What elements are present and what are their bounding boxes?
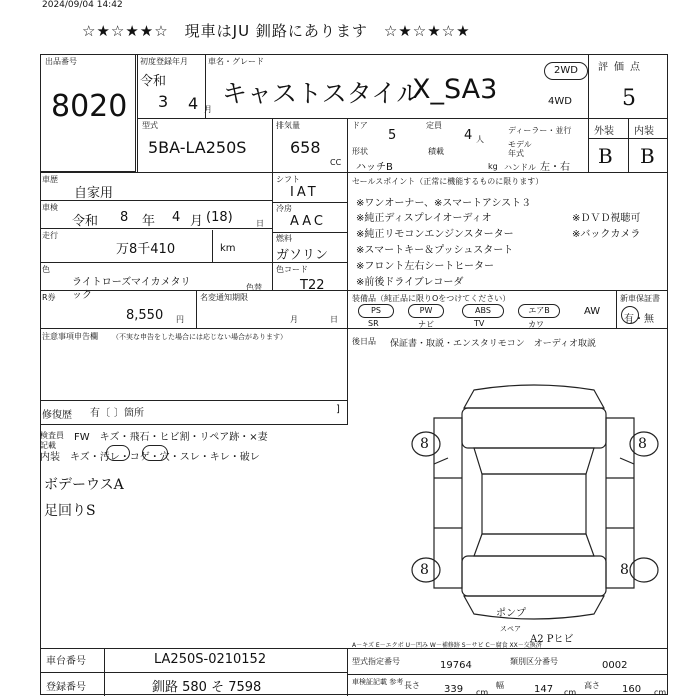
lot-label: 出品番号 xyxy=(45,57,77,66)
drive-2wd[interactable] xyxy=(544,62,588,80)
fuel-value: ガソリン xyxy=(276,248,329,263)
print-timestamp: 2024/09/04 14:42 xyxy=(42,0,123,10)
rear-seat-value: 保証書・取説・エンスタリモコン オーディオ取説 xyxy=(390,339,597,349)
equip-abs[interactable] xyxy=(462,304,504,318)
handle-options[interactable]: 左・右 xyxy=(540,162,570,173)
sales-point-2: ※純正ディスプレイオーディオ xyxy=(356,213,492,224)
tire-fr-value: 8 xyxy=(638,436,647,452)
color-code-value: T22 xyxy=(300,278,325,293)
exterior-grade: B xyxy=(598,144,613,168)
car-windshield xyxy=(474,448,594,474)
recycle-unit: 円 xyxy=(176,315,184,324)
car-mirror-right xyxy=(620,458,634,464)
type-label: 型式 xyxy=(142,121,158,130)
manual-options[interactable]: 有・無 xyxy=(624,314,654,325)
spare-note: スペア xyxy=(500,625,521,633)
car-hood xyxy=(462,408,606,448)
displacement-label: 排気量 xyxy=(276,121,300,130)
score-label: 評価点 xyxy=(598,62,646,73)
spec-label: 型式指定番号 xyxy=(352,657,400,666)
chassis-value: LA250S-0210152 xyxy=(154,652,267,667)
equip-airbag-label: エアB xyxy=(528,306,550,315)
shape-label: 形状 xyxy=(352,147,368,156)
checker-line2: 内装 キズ・汚レ・コゲ・穴・スレ・キレ・破レ xyxy=(40,452,260,463)
capacity-value: 4 xyxy=(464,128,473,143)
mileage-value: 万8千410 xyxy=(116,242,176,257)
repair-label: 修復歴 xyxy=(42,410,72,421)
checker-circle-yogore xyxy=(142,445,168,461)
inspection-year-unit: 年 xyxy=(142,214,156,229)
height-unit: cm xyxy=(654,688,667,697)
registration-month: 4 xyxy=(188,94,199,113)
car-rear-window xyxy=(474,534,594,556)
equip-sr: SR xyxy=(368,319,379,328)
load-label: 積載 xyxy=(428,147,444,156)
equip-airbag[interactable] xyxy=(518,304,560,318)
exterior-label: 外装 xyxy=(594,126,614,137)
shift-label: シフト xyxy=(276,175,300,184)
type-value: 5BA-LA250S xyxy=(148,138,247,157)
displacement-unit: CC xyxy=(330,158,342,167)
inspection-era: 令和 xyxy=(72,214,99,229)
color-value: ライトローズマイカメタリ xyxy=(72,277,191,288)
width-label: 幅 xyxy=(496,681,504,690)
handle-label: ハンドル xyxy=(504,163,536,172)
equip-tv: TV xyxy=(474,319,485,328)
width-unit: cm xyxy=(564,688,577,697)
tire-fl-value: 8 xyxy=(420,436,429,452)
tire-rl-value: 8 xyxy=(420,562,429,578)
car-roof xyxy=(482,474,586,534)
color-code-label: 色コード xyxy=(276,265,308,274)
length-label: 長さ xyxy=(404,681,420,690)
banner: ☆★☆★★☆ 現車はJU 釧路にあります ☆★☆★☆★ xyxy=(82,22,471,40)
color-label: 色 xyxy=(42,265,50,274)
mileage-unit: km xyxy=(220,243,236,254)
recycle-value: 8,550 xyxy=(126,308,164,323)
doors-value: 5 xyxy=(388,128,397,143)
color-change-label: 色替 xyxy=(246,283,262,292)
sales-point-6: ※スマートキー＆プッシュスタート xyxy=(356,245,514,256)
pump-note: ポンプ xyxy=(496,608,526,619)
checker-line1: FW キズ・飛石・ヒビ割・リペア跡・×妻 xyxy=(74,432,268,443)
model-label: 車名・グレード xyxy=(208,57,264,66)
lot-number: 8020 xyxy=(51,89,128,124)
registration-month-unit: 月 xyxy=(204,105,212,114)
car-diagram xyxy=(404,378,664,646)
registration-label: 初度登録年月 xyxy=(140,57,188,66)
interior-grade: B xyxy=(640,144,655,168)
sales-point-5: ※バックカメラ xyxy=(572,229,641,240)
equip-ps-label: PS xyxy=(371,306,381,315)
color-value-line2: ック xyxy=(72,290,92,301)
capacity-unit: 人 xyxy=(476,135,484,144)
car-outline-rear xyxy=(464,596,604,619)
checker-label-2: 記載 xyxy=(40,441,56,450)
equip-ps[interactable] xyxy=(358,304,394,318)
class-label: 類別区分番号 xyxy=(510,657,558,666)
repair-bracket: ] xyxy=(336,404,340,415)
inspection-day-value: 18 xyxy=(211,210,228,225)
interior-label: 内装 xyxy=(634,126,654,137)
inspection-label: 車検 xyxy=(42,203,58,212)
tax-notice-day: 日 xyxy=(330,315,338,324)
lot-box xyxy=(40,54,136,172)
capacity-label: 定員 xyxy=(426,121,442,130)
score-value: 5 xyxy=(622,86,636,111)
car-left-side xyxy=(434,418,462,588)
plate-value: 釧路 580 そ 7598 xyxy=(152,680,262,695)
inspection-day: (18) xyxy=(206,210,233,225)
manual-selected-circle xyxy=(621,306,639,324)
length-value: 339 xyxy=(444,684,464,695)
tire-rr-value: 8 xyxy=(620,562,629,578)
equipment-label: 装備品（純正品に限りOをつけてください） xyxy=(352,294,511,303)
diagram-note: A2 Pヒビ xyxy=(530,634,574,645)
sales-point-7: ※フロント左右シートヒーター xyxy=(356,261,494,272)
rear-seat-label: 後日品 xyxy=(352,337,376,346)
notes-sub: （不実な申告をした場合には応じない場合があります） xyxy=(112,333,287,341)
displacement-value: 658 xyxy=(290,138,321,157)
inspection-month-unit: 月 xyxy=(190,214,204,229)
equip-leather: カワ xyxy=(528,320,544,329)
equip-navi: ナビ xyxy=(418,320,434,329)
model-year-label: モデル年式 xyxy=(508,140,532,158)
sales-point-8: ※前後ドライブレコーダ xyxy=(356,277,464,288)
length-unit: cm xyxy=(476,688,489,697)
checker-label: 検査員 xyxy=(40,431,64,440)
ac-label: 冷房 xyxy=(276,204,292,213)
shift-value: IAT xyxy=(290,185,319,200)
drive-2wd-label: 2WD xyxy=(554,65,578,76)
car-mirror-left xyxy=(434,458,448,464)
inspection-month: 4 xyxy=(172,210,181,225)
equip-pw[interactable] xyxy=(408,304,444,318)
width-value: 147 xyxy=(534,684,554,695)
plate-label: 登録番号 xyxy=(46,682,86,693)
sales-point-1: ※ワンオーナー、※スマートアシスト３ xyxy=(356,198,532,209)
sales-point-3: ※ＤＶＤ視聴可 xyxy=(572,213,641,224)
repair-tail: 〕箇所 xyxy=(114,408,144,419)
note-suspension: 足回りS xyxy=(44,503,96,519)
tax-notice-label: 名変通知期限 xyxy=(200,293,248,302)
height-value: 160 xyxy=(622,684,642,695)
inspection-day-unit: 日 xyxy=(256,219,264,228)
history-value: 自家用 xyxy=(74,186,114,201)
car-outline-front xyxy=(464,385,604,408)
inspection-year: 8 xyxy=(120,210,129,225)
fuel-label: 燃料 xyxy=(276,234,292,243)
doors-label: ドア xyxy=(352,121,368,130)
recycle-label: R券 xyxy=(42,293,56,302)
notes-label: 注意事項申告欄 xyxy=(42,332,98,341)
shape-value: ハッチB xyxy=(356,162,393,173)
checker-circle-kizu xyxy=(106,445,130,461)
repair-value: 有〔 xyxy=(90,408,110,419)
registration-era: 令和 xyxy=(140,74,167,89)
equip-aw: AW xyxy=(584,306,601,317)
mileage-label: 走行 xyxy=(42,231,58,240)
model-grade: X_SA3 xyxy=(412,74,498,105)
note-body: ボデーウスA xyxy=(44,477,124,493)
spec-value: 19764 xyxy=(440,660,472,671)
class-value: 0002 xyxy=(602,660,628,671)
model-name: キャストスタイル xyxy=(222,79,422,108)
sales-points-label: セールスポイント（正常に機能するものに限ります） xyxy=(352,177,544,186)
chassis-label: 車台番号 xyxy=(46,656,86,667)
damage-legend: A－キズ E－エクボ U－凹み W－補修跡 S－サビ C－腐食 XX－交換済 xyxy=(352,642,542,649)
dims-label: 車検証記載 参考 xyxy=(352,678,404,686)
height-label: 高さ xyxy=(584,681,600,690)
equip-abs-label: ABS xyxy=(475,306,491,315)
manual-label: 新車保証書 xyxy=(620,294,660,303)
car-trunk xyxy=(462,556,606,596)
tax-notice-month: 月 xyxy=(290,315,298,324)
equip-pw-label: PW xyxy=(419,306,433,315)
ac-value: AAC xyxy=(290,214,326,229)
drive-4wd[interactable]: 4WD xyxy=(548,96,572,107)
history-label: 車歴 xyxy=(42,175,58,184)
kg-unit: kg xyxy=(488,162,498,171)
registration-year: 3 xyxy=(158,92,169,111)
dealer-label: ディーラー・並行 xyxy=(508,126,572,135)
sales-point-4: ※純正リモコンエンジンスターター xyxy=(356,229,514,240)
